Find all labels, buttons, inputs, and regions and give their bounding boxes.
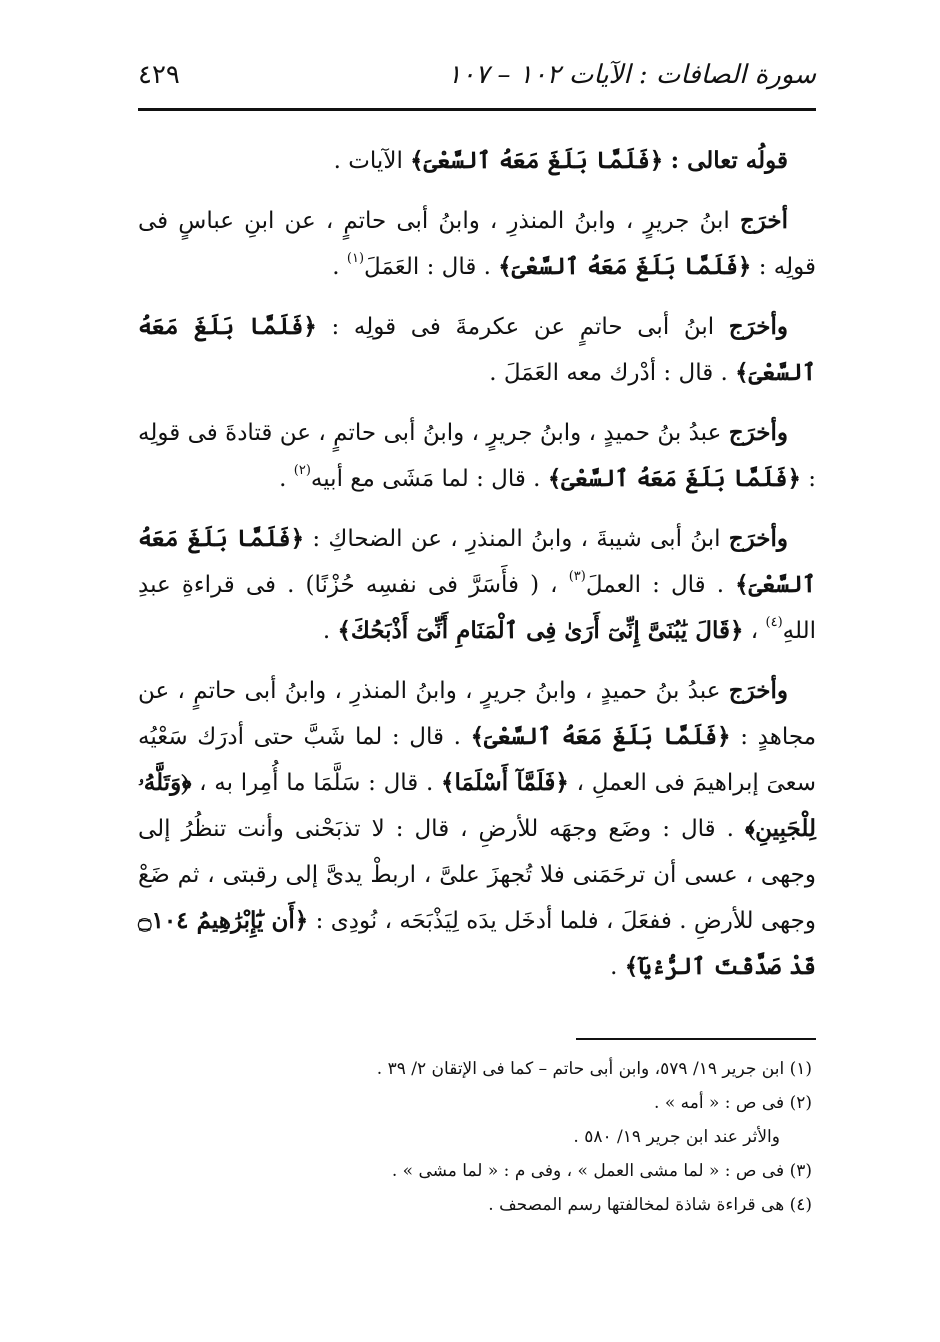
paragraph-text: . قال : سَلَّمَا ما أُمِرا به ، xyxy=(199,770,434,796)
quran-quote: ﴿فَلَمَّا بَلَغَ مَعَهُ ٱلسَّعْىَ﴾ xyxy=(410,147,664,174)
paragraph-text: ابنُ جريرٍ ، وابنُ المنذرِ ، وابنُ أبى حاتمٍ ، عن ابنِ عباسٍ فى قولِه : xyxy=(138,208,816,280)
quran-quote: ﴿فَلَمَّا بَلَغَ مَعَهُ ٱلسَّعْىَ﴾ xyxy=(498,253,752,280)
paragraph-text: عبدُ بنُ حميدٍ ، وابنُ جريرٍ ، وابنُ أبى حاتمٍ ، عن قتادةَ فى قولِه : xyxy=(138,420,816,492)
quran-quote: ﴿فَلَمَّا بَلَغَ مَعَهُ ٱلسَّعْىَ﴾ xyxy=(470,723,731,750)
main-text xyxy=(138,138,816,1004)
quran-quote: ﴿فَلَمَّا بَلَغَ مَعَهُ ٱلسَّعْىَ﴾ xyxy=(547,465,801,492)
running-title: سورة الصافات : الآيات ١٠٢ – ١٠٧ xyxy=(447,60,816,90)
paragraph-lead: وأخرَج xyxy=(728,419,789,446)
footnote-2-continuation: والأثر عند ابن جرير ١٩/ ٥٨٠ . xyxy=(573,1127,780,1147)
paragraph-lead: وأخرَج xyxy=(728,525,789,552)
quran-quote: ﴿قَالَ يَٰبُنَىَّ إِنِّىٓ أَرَىٰ فِى ٱلْمَنَامِ أَنِّىٓ أَذْبَحُكَ﴾ xyxy=(337,617,744,644)
footnote-2: (٢) فى ص : « أمه » . xyxy=(654,1093,812,1113)
footnote-4: (٤) هى قراءة شاذة لمخالفتها رسم المصحف . xyxy=(488,1195,812,1215)
paragraph-text: ، ( فأَسَرَّ فى نفسِه حُزْنًا) . فى قراءةِ عبدِ اللهِ xyxy=(138,572,816,644)
paragraph-5 xyxy=(138,516,816,654)
paragraph-6 xyxy=(138,668,816,990)
paragraph-lead: أخرَج xyxy=(739,207,788,234)
paragraph-2 xyxy=(138,198,816,290)
paragraph-lead: وأخرَج xyxy=(728,677,789,704)
quran-quote: ﴿فَلَمَّا بَلَغَ مَعَهُ ٱلسَّعْىَ﴾ xyxy=(138,313,816,386)
paragraph-text: . قال : العَمَلَ xyxy=(364,254,491,280)
quran-quote: ﴿أَن يَٰٓإِبْرَٰهِيمُ ۝١٠٤ قَدْ صَدَّقْتَ ٱلرُّءْيَآ﴾ xyxy=(138,907,816,980)
page-number: ٤٢٩ xyxy=(138,60,180,90)
footnote-ref-1[interactable]: (١) xyxy=(346,251,365,266)
page-header xyxy=(138,58,816,98)
footnote-3: (٣) فى ص : « لما مشى العمل » ، وفى م : « لما مشى » . xyxy=(391,1161,812,1181)
paragraph-text: . قال : العملَ xyxy=(585,572,725,598)
paragraph-3 xyxy=(138,304,816,396)
footnote-rule xyxy=(576,1038,816,1040)
header-rule xyxy=(138,108,816,111)
paragraph-lead: وأخرَج xyxy=(728,313,789,340)
paragraph-text: ابنُ أبى شيبةَ ، وابنُ المنذرِ ، عن الضحاكِ : xyxy=(312,526,721,552)
paragraph-end: . xyxy=(279,466,287,492)
footnote-ref-4[interactable]: (٤) xyxy=(765,615,783,630)
quran-quote: ﴿فَلَمَّا بَلَغَ مَعَهُ ٱلسَّعْىَ﴾ xyxy=(138,525,817,598)
paragraph-text: . قال : لما شَبَّ حتى أدرَك سَعْيُه سعىَ إبراهيمَ فى العملِ ، xyxy=(138,724,817,796)
paragraph-end: . xyxy=(322,618,331,644)
quran-quote: ﴿فَلَمَّآ أَسْلَمَا﴾ xyxy=(441,769,569,796)
heading-tail: الآيات . xyxy=(333,148,403,174)
footnote-1: (١) ابن جرير ١٩/ ٥٧٩، وابن أبى حاتم – كما فى الإتقان ٢/ ٣٩ . xyxy=(376,1059,812,1079)
footnote-ref-3[interactable]: (٣) xyxy=(568,569,586,584)
paragraph-4 xyxy=(138,410,816,502)
footnote-ref-2[interactable]: (٢) xyxy=(293,463,311,478)
paragraph-text: ، xyxy=(750,618,759,644)
paragraph-end: . xyxy=(332,254,340,280)
quran-quote: ﴿وَتَلَّهُۥ لِلْجَبِينِ﴾ xyxy=(138,769,817,842)
heading-lead: قولُه تعالى : xyxy=(670,147,788,174)
paragraph-1 xyxy=(138,138,816,184)
paragraph-end: . xyxy=(610,954,618,980)
paragraph-text: . قال : أدْرك معه العَمَلَ . xyxy=(489,360,728,386)
paragraph-text: عبدُ بنُ حميدٍ ، وابنُ جريرٍ ، وابنُ المنذرِ ، وابنُ أبى حاتمٍ ، عن مجاهدٍ : xyxy=(138,678,817,750)
paragraph-text: ابنُ أبى حاتمٍ عن عكرمةَ فى قولِه : xyxy=(331,314,715,340)
footnotes xyxy=(138,1052,816,1222)
paragraph-text: . قال : وضَع وجهَه للأرضِ ، قال : لا تذبَحْنى وأنت تنظُرُ إلى وجهى ، عسى أن ترحَمَنى فلا تُجهزَ علىَّ ، اربطْ يدىَّ إلى رقبتى ، ثم ضَعْ وجهى للأرضِ . ففعَلَ ، فلما أدخَل يدَه لِيَذْبَحَه ، نُودِى : xyxy=(138,816,816,934)
paragraph-text: . قال : لما مَشَى مع أبيه xyxy=(310,466,541,492)
